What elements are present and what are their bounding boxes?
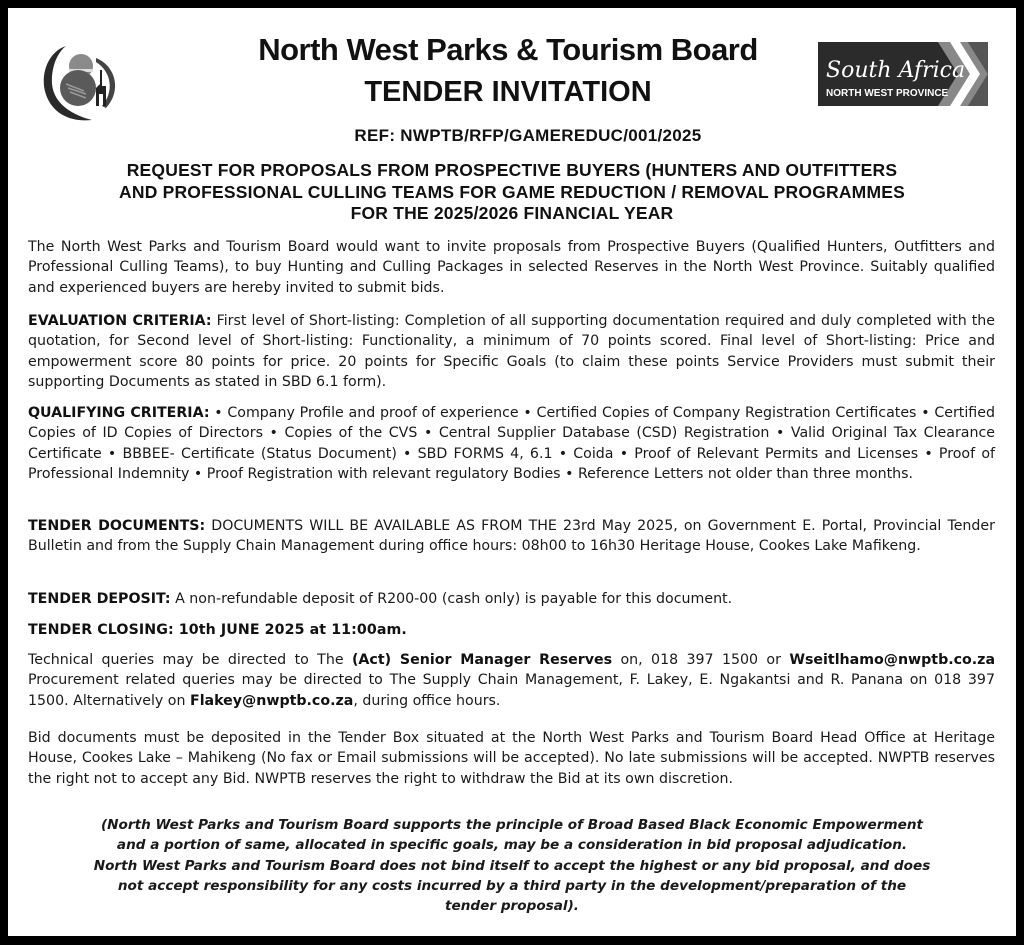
intro-paragraph: The North West Parks and Tourism Board would want to invite proposals from Prospective Buyers (Qualified Hunters, Outfitters and Professional Culling Teams), to buy Hunting and Culling Packages in selected Reserves in the North West Province. Suitably qualified and experienced buyers are hereby invited to submit bids. bbox=[28, 239, 995, 296]
queries-text: on, 018 397 1500 or bbox=[612, 652, 790, 668]
disclaimer bbox=[28, 815, 996, 916]
rfp-heading-line: FOR THE 2025/2026 FINANCIAL YEAR bbox=[350, 203, 674, 223]
disclaimer-line: North West Parks and Tourism Board does not bind itself to accept the highest or any bid proposal, and does bbox=[93, 857, 931, 874]
documents-text: DOCUMENTS WILL BE AVAILABLE AS FROM THE 23rd May 2025, on Government E. Portal, Provincial Tender Bulletin and from the Supply Chain Management during office hours: 08h00 to 16h30 Heritage House, Cookes Lake Mafikeng. bbox=[28, 518, 995, 555]
deposit-text: A non-refundable deposit of R200-00 (cash only) is payable for this document. bbox=[170, 591, 733, 607]
evaluation-text: First level of Short-listing: Completion of all supporting documentation required and duly completed with the quotation, for Second level of Short-listing: Functionality, a minimum of 70 points scored. Final level of Short-listing: Price and empowerment score 80 points for price. 20 points for Specific Goals (to claim these points Service Providers must submit their supporting Documents as stated in SBD 6.1 form). bbox=[28, 313, 995, 391]
svg-text:South Africa: South Africa bbox=[826, 58, 966, 83]
notice-title: TENDER INVITATION bbox=[364, 76, 652, 108]
disclaimer-line: tender proposal). bbox=[445, 898, 579, 915]
technical-email-link[interactable]: Wseitlhamo@nwptb.co.za bbox=[789, 652, 996, 668]
rfp-heading bbox=[28, 160, 996, 225]
evaluation-label: EVALUATION CRITERIA: bbox=[28, 313, 212, 329]
queries-text: Procurement related queries may be directed to The Supply Chain Management, F. Lakey, E. Ngakantsi and R. Panana on 018 397 1500. Alternatively on bbox=[28, 672, 995, 709]
tender-deposit bbox=[28, 589, 995, 609]
rfp-heading-line: REQUEST FOR PROPOSALS FROM PROSPECTIVE BUYERS (HUNTERS AND OUTFITTERS bbox=[126, 160, 898, 180]
procurement-email-link[interactable]: Flakey@nwptb.co.za bbox=[190, 692, 354, 709]
disclaimer-line: not accept responsibility for any costs incurred by a third party in the development/preparation of the bbox=[117, 877, 907, 894]
queries-paragraph bbox=[28, 650, 995, 711]
tender-notice bbox=[8, 8, 1016, 936]
svg-text:NORTH WEST PROVINCE: NORTH WEST PROVINCE bbox=[826, 88, 949, 99]
evaluation-criteria bbox=[28, 311, 995, 393]
reference-number: REF: NWPTB/RFP/GAMEREDUC/001/2025 bbox=[354, 126, 702, 145]
tender-documents bbox=[28, 516, 995, 557]
disclaimer-line: (North West Parks and Tourism Board supports the principle of Broad Based Black Economic Empowerment bbox=[100, 817, 924, 833]
submission-paragraph: Bid documents must be deposited in the Tender Box situated at the North West Parks and Tourism Board Head Office at Heritage House, Cookes Lake – Mahikeng (No fax or Email submissions will be accepted). No late submissions will be accepted. NWPTB reserves the right not to accept any Bid. NWPTB reserves the right to withdraw the Bid at its own discretion. bbox=[28, 730, 995, 787]
qualifying-label: QUALIFYING CRITERIA: bbox=[28, 405, 210, 421]
organisation-name: North West Parks & Tourism Board bbox=[258, 32, 758, 67]
rfp-heading-line: AND PROFESSIONAL CULLING TEAMS FOR GAME REDUCTION / REMOVAL PROGRAMMES bbox=[119, 181, 905, 202]
contact-title: (Act) Senior Manager Reserves bbox=[351, 652, 613, 668]
nwptb-logo bbox=[36, 36, 126, 126]
documents-label: TENDER DOCUMENTS: bbox=[28, 518, 206, 534]
qualifying-text: • Company Profile and proof of experience • Certified Copies of Company Registration Certificates • Certified Copies of ID Copies of Directors • Copies of the CVS • Central Supplier Database (CSD) Registration • Valid Original Tax Clearance Certificate • BBBEE- Certificate (Status Document) • SBD FORMS 4, 6.1 • Coida • Proof of Relevant Permits and Licenses • Proof of Professional Indemnity • Proof Registration with relevant regulatory Bodies • Reference Letters not older than three months. bbox=[28, 405, 995, 483]
tender-closing bbox=[28, 620, 995, 640]
qualifying-criteria bbox=[28, 403, 995, 485]
deposit-label: TENDER DEPOSIT: bbox=[28, 591, 171, 607]
queries-text: , during office hours. bbox=[353, 692, 501, 709]
disclaimer-line: and a portion of same, allocated in specific goals, may be a consideration in bid proposal adjudication. bbox=[116, 837, 908, 854]
queries-text: Technical queries may be directed to The bbox=[28, 652, 352, 668]
closing-text: TENDER CLOSING: 10th JUNE 2025 at 11:00am. bbox=[28, 622, 407, 638]
